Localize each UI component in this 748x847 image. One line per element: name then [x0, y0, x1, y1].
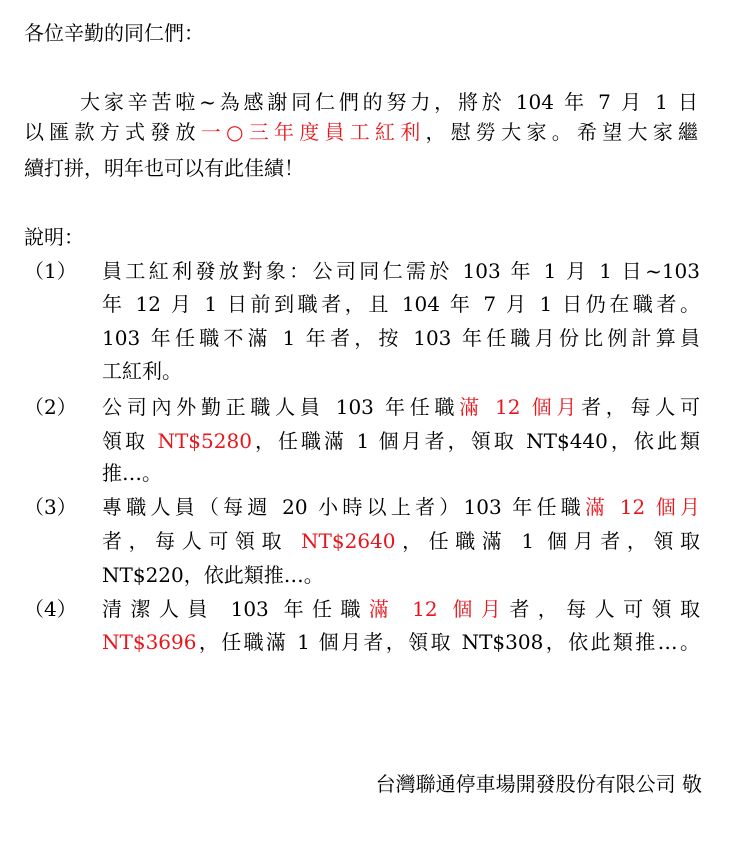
item-4-line-2-end: ，任職滿 1 個月者，領取 NT$308，依此類推…。 [196, 630, 700, 654]
notes-heading: 說明： [24, 225, 84, 249]
item-2-line-3: 推…。 [102, 461, 162, 485]
item-2-line-1 [102, 392, 700, 422]
intro-line-2 [24, 117, 698, 147]
intro-line-1: 大家辛苦啦~為感謝同仁們的努力，將於 104 年 7 月 1 日 [80, 90, 698, 114]
item-4-months-highlight: 滿 12 個月 [368, 597, 510, 621]
item-2-amount-highlight: NT$5280 [157, 429, 252, 453]
item-4-line-2 [102, 627, 700, 657]
item-3-line-2-start: 者，每人可領取 [102, 529, 302, 553]
item-3-line-2 [102, 526, 700, 556]
item-2-line-2-end: ，任職滿 1 個月者，領取 NT$440，依此類 [251, 429, 700, 453]
item-3-amount-highlight: NT$2640 [301, 529, 396, 553]
intro-line-2-start: 以匯款方式發放 [24, 120, 201, 144]
item-1-line-1: 員工紅利發放對象：公司同仁需於 103 年 1 月 1 日~103 [102, 259, 700, 283]
item-3-line-1 [102, 492, 700, 522]
item-4-number: （4） [24, 597, 77, 621]
item-2-months-highlight: 滿 12 個月 [459, 395, 582, 419]
item-1-number: （1） [24, 259, 77, 283]
item-2-line-1-start: 公司內外勤正職人員 103 年任職 [102, 395, 460, 419]
item-4-line-1-end: 者，每人可領取 [509, 597, 700, 621]
intro-line-3: 續打拼，明年也可以有此佳績！ [24, 156, 304, 180]
bonus-year-highlight: 一○三年度員工紅利 [200, 120, 426, 144]
item-3-number: （3） [24, 495, 77, 519]
item-4-amount-highlight: NT$3696 [102, 630, 197, 654]
intro-line-2-end: ，慰勞大家。希望大家繼 [425, 120, 698, 144]
item-4-line-1 [102, 594, 700, 624]
item-1-line-3: 103 年任職不滿 1 年者，按 103 年任職月份比例計算員 [102, 326, 700, 350]
item-3-line-2-end: ，任職滿 1 個月者，領取 [395, 529, 700, 553]
item-3-line-1-start: 專職人員（每週 20 小時以上者）103 年任職 [102, 495, 585, 519]
item-3-months-highlight: 滿 12 個月 [584, 495, 700, 519]
item-1-line-4: 工紅利。 [102, 359, 182, 383]
item-3-line-3: NT$220，依此類推…。 [102, 563, 324, 587]
greeting: 各位辛勤的同仁們： [24, 21, 204, 45]
item-2-line-1-end: 者，每人可 [581, 395, 700, 419]
item-2-line-2 [102, 426, 700, 456]
item-2-line-2-start: 領取 [102, 429, 158, 453]
item-1-line-2: 年 12 月 1 日前到職者，且 104 年 7 月 1 日仍在職者。 [102, 292, 700, 316]
company-signature: 台灣聯通停車場開發股份有限公司 敬 [375, 772, 702, 796]
item-2-number: （2） [24, 395, 77, 419]
item-4-line-1-start: 清潔人員 103 年任職 [102, 597, 369, 621]
